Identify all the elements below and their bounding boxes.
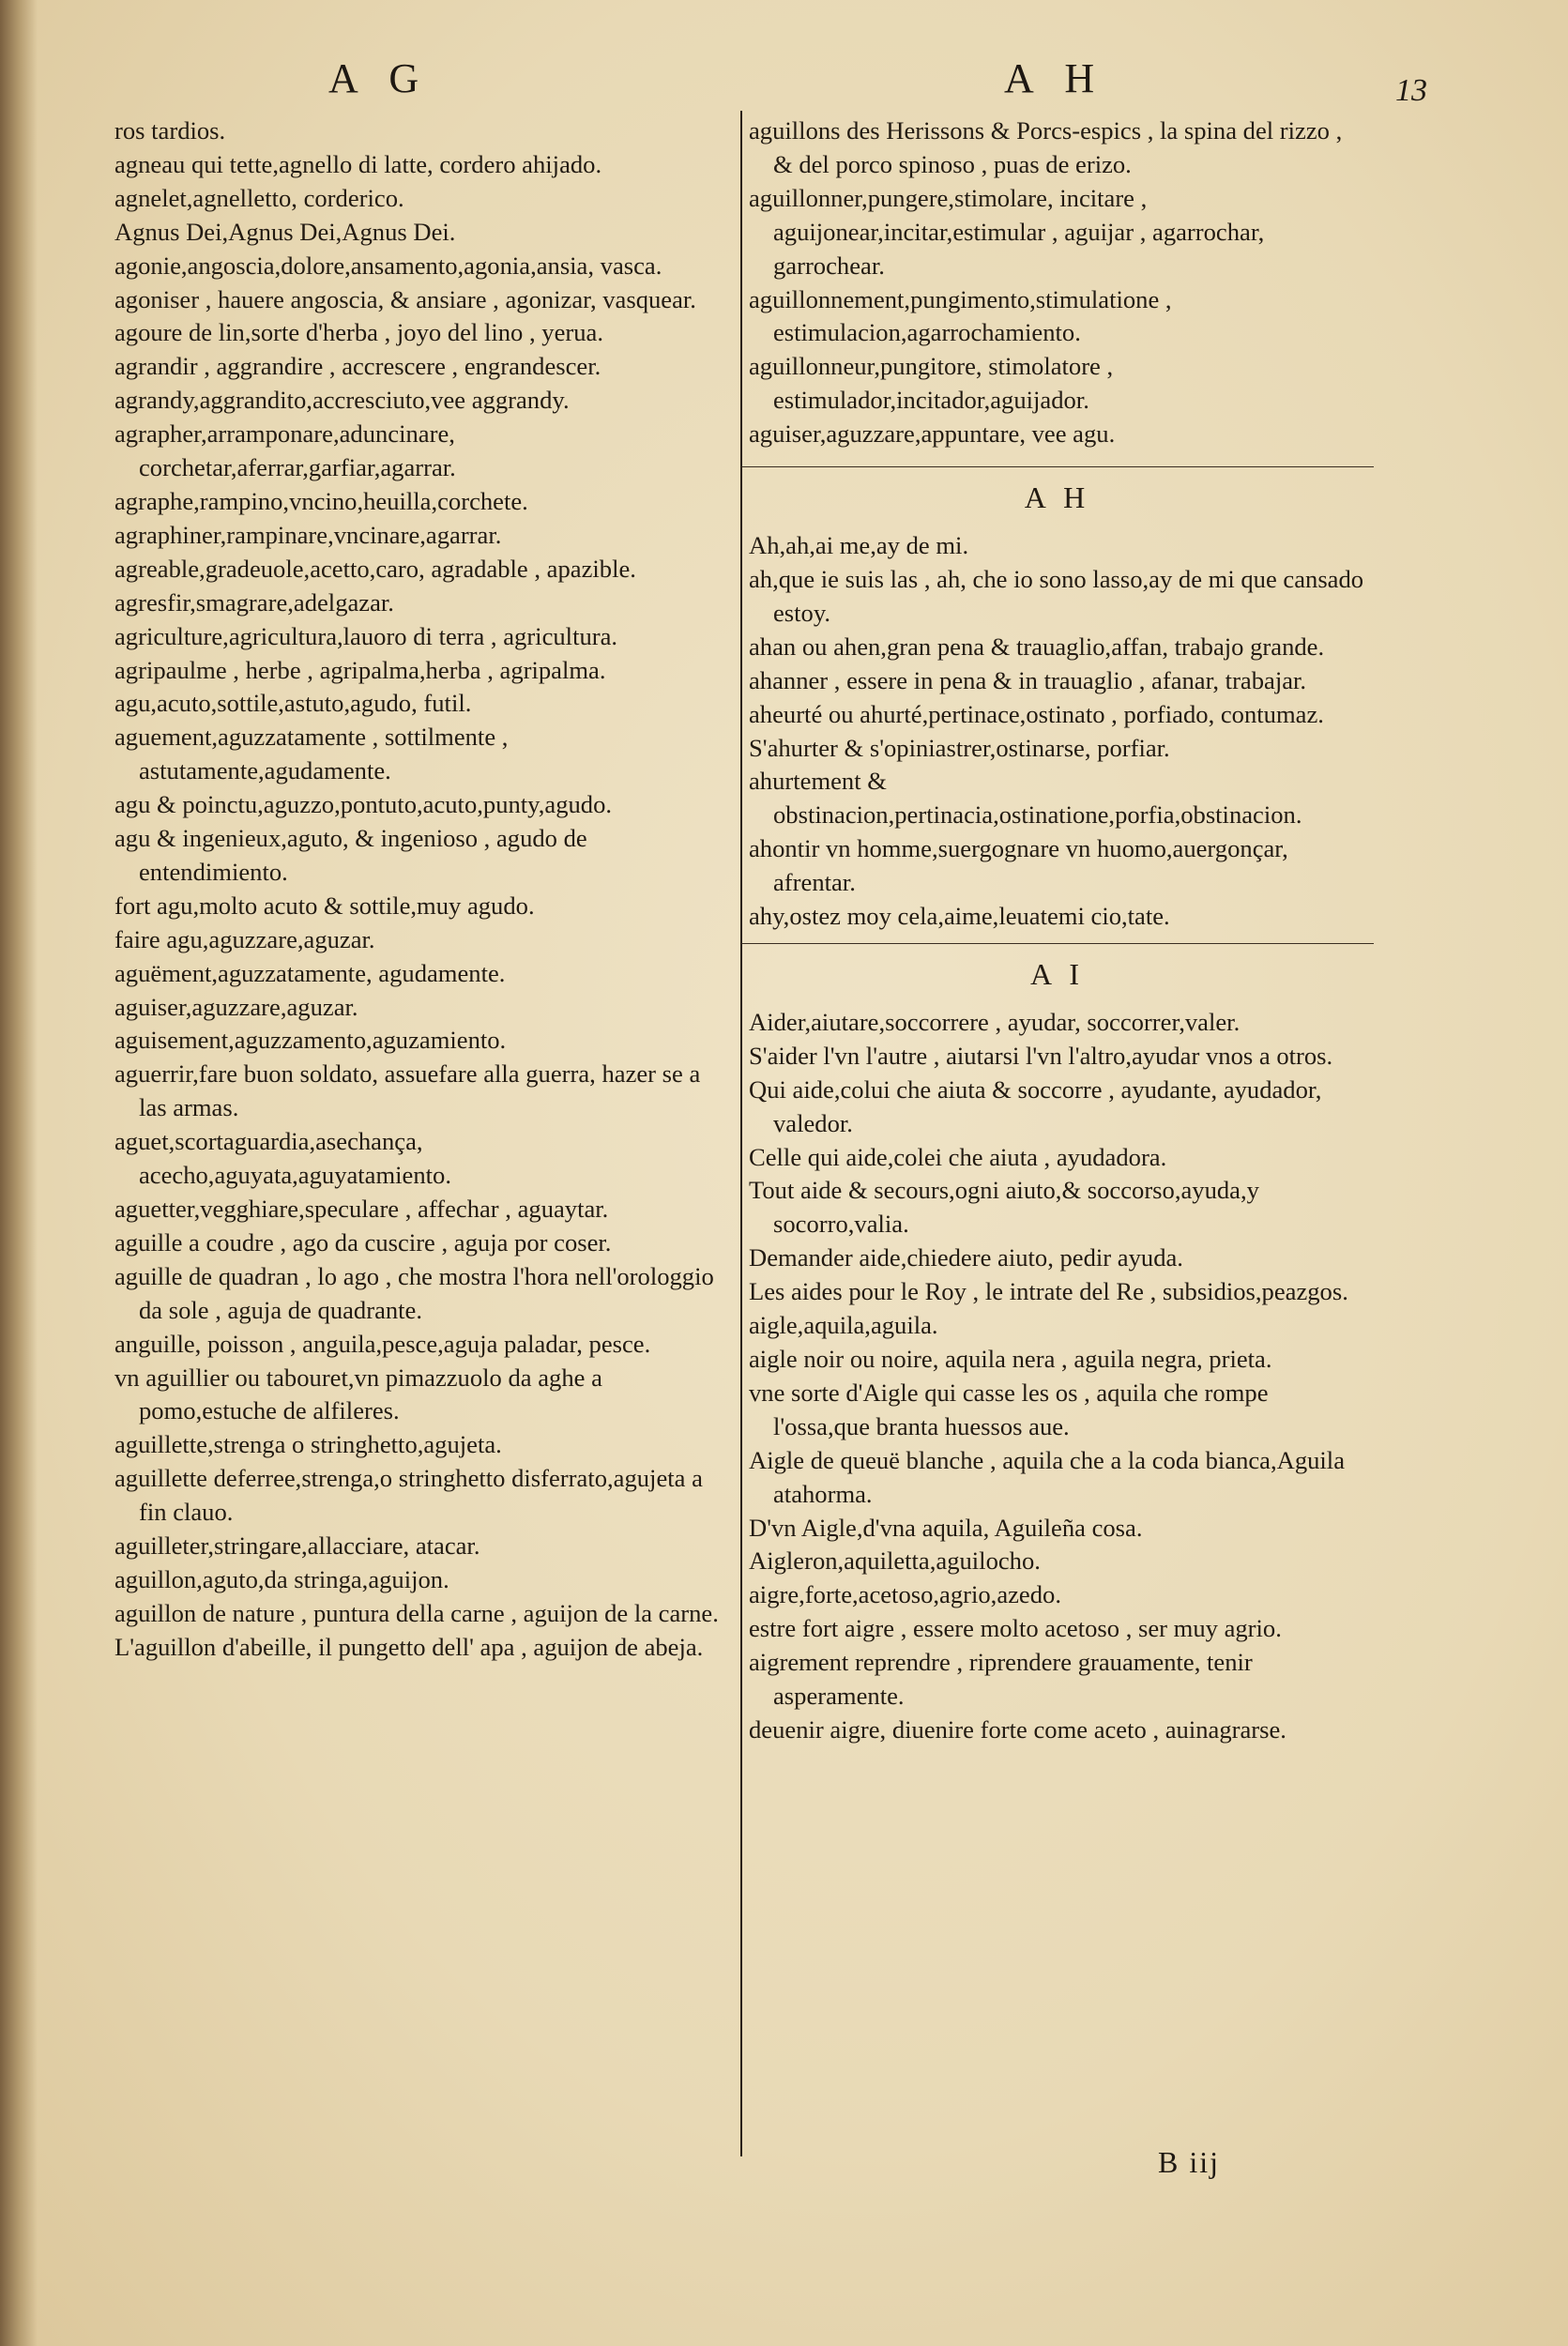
dictionary-entry: aguillon de nature , puntura della carne , aguijon de la carne.: [114, 1598, 719, 1627]
dictionary-entry: aguiser,aguzzare,aguzar.: [114, 992, 358, 1021]
header-right: A H: [1004, 55, 1106, 101]
dictionary-entry: agneau qui tette,agnello di latte, cordero ahijado.: [114, 149, 602, 178]
dictionary-entry: Tout aide & secours,ogni aiuto,& soccorso,ayuda,y socorro,valia.: [749, 1176, 1259, 1239]
dictionary-entry: aguillonneur,pungitore, stimolatore , estimulador,incitador,aguijador.: [749, 352, 1114, 415]
dictionary-entry: Ah,ah,ai me,ay de mi.: [749, 531, 969, 560]
book-spine-shadow: [0, 0, 38, 2346]
dictionary-entry: agrandy,aggrandito,accresciuto,vee aggrandy.: [114, 386, 570, 415]
dictionary-entry: aguerrir,fare buon soldato, assuefare alla guerra, hazer se a las armas.: [114, 1059, 701, 1122]
dictionary-entry: aguillon,aguto,da stringa,aguijon.: [114, 1564, 449, 1593]
dictionary-entry: agoniser , hauere angoscia, & ansiare , agonizar, vasquear.: [114, 284, 696, 313]
dictionary-entry: ahan ou ahen,gran pena & trauaglio,affan, trabajo grande.: [749, 632, 1325, 661]
column-divider: [740, 111, 742, 2156]
dictionary-entry: Aider,aiutare,soccorrere , ayudar, soccorrer,valer.: [749, 1007, 1241, 1036]
dictionary-entry: agnelet,agnelletto, corderico.: [114, 183, 404, 212]
dictionary-entry: S'ahurter & s'opiniastrer,ostinarse, porfiar.: [749, 733, 1170, 762]
dictionary-entry: agrapher,arramponare,aduncinare, corchetar,aferrar,garfiar,agarrar.: [114, 419, 456, 482]
dictionary-entry: agraphe,rampino,vncino,heuilla,corchete.: [114, 486, 528, 515]
dictionary-entry: aguillonner,pungere,stimolare, incitare , aguijonear,incitar,estimular , aguijar , agarrochar, garrochear.: [749, 183, 1265, 280]
dictionary-entry: estre fort aigre , essere molto acetoso , ser muy agrio.: [749, 1614, 1282, 1643]
section-ai-label: A I: [1030, 956, 1085, 991]
dictionary-entry: vne sorte d'Aigle qui casse les os , aquila che rompe l'ossa,que branta huessos aue.: [749, 1378, 1269, 1440]
dictionary-entry: ah,que ie suis las , ah, che io sono lasso,ay de mi que cansado estoy.: [749, 564, 1364, 627]
dictionary-entry: agu & ingenieux,aguto, & ingenioso , agudo de entendimiento.: [114, 824, 587, 886]
dictionary-entry: aguëment,aguzzatamente, agudamente.: [114, 958, 506, 987]
dictionary-entry: aguille a coudre , ago da cuscire , aguja por coser.: [114, 1227, 612, 1257]
dictionary-entry: Qui aide,colui che aiuta & soccorre , ayudante, ayudador, valedor.: [749, 1074, 1322, 1137]
dictionary-entry: faire agu,aguzzare,aguzar.: [114, 924, 375, 953]
ai-entries: [749, 1006, 1366, 1747]
dictionary-entry: Aigleron,aquiletta,aguilocho.: [749, 1546, 1041, 1576]
dictionary-entry: ahurtement & obstinacion,pertinacia,ostinatione,porfia,obstinacion.: [749, 767, 1302, 830]
dictionary-entry: agonie,angoscia,dolore,ansamento,agonia,ansia, vasca.: [114, 251, 662, 280]
dictionary-entry: aguille de quadran , lo ago , che mostra l'hora nell'orologgio da sole , aguja de quadrante.: [114, 1261, 714, 1324]
section-ah-label: A H: [1024, 480, 1091, 515]
dictionary-entry: fort agu,molto acuto & sottile,muy agudo.: [114, 891, 535, 920]
dictionary-entry: Demander aide,chiedere aiuto, pedir ayuda.: [749, 1243, 1183, 1272]
dictionary-entry: ahanner , essere in pena & in trauaglio , afanar, trabajar.: [749, 665, 1307, 694]
dictionary-entry: aguiser,aguzzare,appuntare, vee agu.: [749, 419, 1116, 449]
dictionary-entry: ahy,ostez moy cela,aime,leuatemi cio,tate.: [749, 902, 1170, 931]
dictionary-entry: aguillons des Herissons & Porcs-espics , la spina del rizzo , & del porco spinoso , puas de erizo.: [749, 116, 1343, 178]
dictionary-entry: agraphiner,rampinare,vncinare,agarrar.: [114, 520, 502, 549]
dictionary-entry: agresfir,smagrare,adelgazar.: [114, 587, 394, 617]
dictionary-entry: anguille, poisson , anguila,pesce,aguja paladar, pesce.: [114, 1329, 651, 1358]
dictionary-entry: agoure de lin,sorte d'herba , joyo del lino , yerua.: [114, 318, 603, 347]
dictionary-entry: agreable,gradeuole,acetto,caro, agradable , apazible.: [114, 554, 636, 583]
dictionary-entry: ros tardios.: [114, 116, 226, 145]
dictionary-entry: aigre,forte,acetoso,agrio,azedo.: [749, 1580, 1061, 1609]
section-rule: [741, 943, 1374, 944]
dictionary-entry: aguillette,strenga o stringhetto,agujeta.: [114, 1430, 502, 1459]
dictionary-entry: agu & poinctu,aguzzo,pontuto,acuto,punty,agudo.: [114, 790, 613, 819]
dictionary-entry: deuenir aigre, diuenire forte come aceto , auinagrarse.: [749, 1714, 1286, 1744]
dictionary-entry: agriculture,agricultura,lauoro di terra , agricultura.: [114, 621, 618, 650]
dictionary-entry: aguetter,vegghiare,speculare , affechar , aguaytar.: [114, 1195, 609, 1223]
dictionary-entry: agripaulme , herbe , agripalma,herba , agripalma.: [114, 655, 606, 684]
dictionary-entry: D'vn Aigle,d'vna aquila, Aguileña cosa.: [749, 1513, 1143, 1542]
dictionary-entry: aguillonnement,pungimento,stimulatione , estimulacion,agarrochamiento.: [749, 284, 1172, 347]
dictionary-entry: aigle noir ou noire, aquila nera , aguila negra, prieta.: [749, 1345, 1272, 1373]
right-column: [749, 114, 1366, 1747]
dictionary-entry: Celle qui aide,colei che aiuta , ayudadora.: [749, 1142, 1167, 1171]
right-column-top-entries: [749, 114, 1366, 451]
dictionary-entry: aigrement reprendre , riprendere grauamente, tenir asperamente.: [749, 1648, 1253, 1711]
dictionary-entry: L'aguillon d'abeille, il pungetto dell' apa , aguijon de abeja.: [114, 1632, 704, 1661]
section-heading-ai: [749, 943, 1366, 993]
dictionary-entry: aguillette deferree,strenga,o stringhetto disferrato,agujeta a fin clauo.: [114, 1464, 703, 1527]
page-number: 13: [1395, 73, 1427, 108]
header-left: A G: [328, 55, 431, 101]
ah-entries: [749, 529, 1366, 934]
dictionary-entry: ahontir vn homme,suergognare vn huomo,auergonçar, afrentar.: [749, 834, 1288, 897]
dictionary-entry: aheurté ou ahurté,pertinace,ostinato , porfiado, contumaz.: [749, 699, 1324, 728]
dictionary-entry: vn aguillier ou tabouret,vn pimazzuolo da aghe a pomo,estuche de alfileres.: [114, 1363, 602, 1425]
dictionary-entry: Agnus Dei,Agnus Dei,Agnus Dei.: [114, 217, 456, 246]
dictionary-entry: aigle,aquila,aguila.: [749, 1311, 938, 1340]
dictionary-entry: aguement,aguzzatamente , sottilmente , astutamente,agudamente.: [114, 723, 509, 785]
left-column: [114, 114, 732, 1665]
signature-mark: B iij: [1158, 2145, 1221, 2179]
section-rule: [741, 466, 1374, 467]
dictionary-entry: aguilleter,stringare,allacciare, atacar.: [114, 1531, 480, 1561]
dictionary-entry: aguet,scortaguardia,asechança, acecho,aguyata,aguyatamiento.: [114, 1127, 451, 1190]
dictionary-entry: aguisement,aguzzamento,aguzamiento.: [114, 1026, 507, 1055]
section-heading-ah: [749, 466, 1366, 516]
dictionary-entry: S'aider l'vn l'autre , aiutarsi l'vn l'altro,ayudar vnos a otros.: [749, 1041, 1333, 1070]
dictionary-entry: agrandir , aggrandire , accrescere , engrandescer.: [114, 352, 601, 381]
dictionary-entry: agu,acuto,sottile,astuto,agudo, futil.: [114, 689, 472, 718]
dictionary-entry: Les aides pour le Roy , le intrate del Re , subsidios,peazgos.: [749, 1277, 1348, 1306]
dictionary-entry: Aigle de queuë blanche , aquila che a la coda bianca,Aguila atahorma.: [749, 1445, 1346, 1508]
